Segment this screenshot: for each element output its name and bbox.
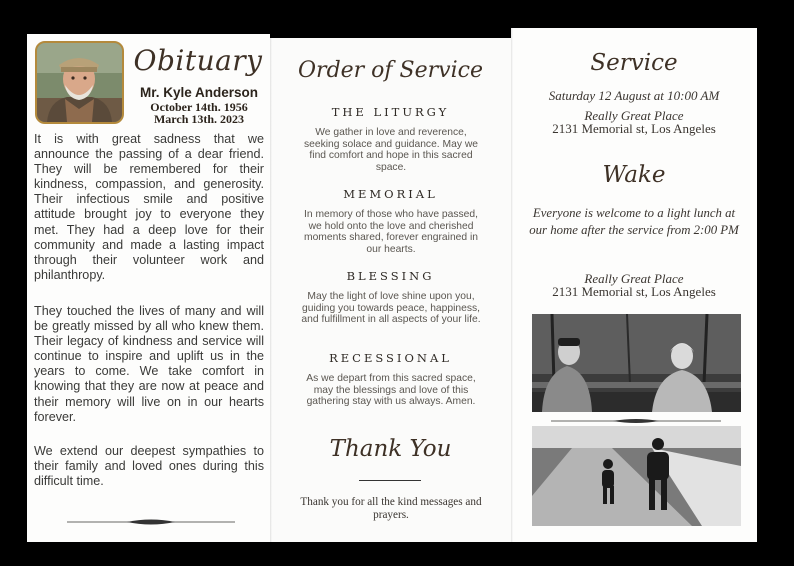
thank-you-heading: Thank You <box>329 436 452 462</box>
wake-venue: Really Great Place <box>584 271 684 286</box>
couple-bench-photo <box>532 314 741 412</box>
wake-text: Everyone is welcome to a light lunch at our home after the service from 2:00 PM <box>529 206 739 237</box>
section-text-blessing: May the light of love shine upon you, guiding you towards peace, happiness, and fulfillment in all aspects of your life. <box>301 291 481 326</box>
service-datetime: Saturday 12 August at 10:00 AM <box>548 88 720 103</box>
service-venue: Really Great Place <box>584 108 684 123</box>
trifold-brochure <box>27 28 757 542</box>
section-heading-blessing: BLESSING <box>346 269 435 283</box>
section-heading-liturgy: THE LITURGY <box>331 105 450 119</box>
obituary-paragraph-3: We extend our deepest sympathies to their family and loved ones during this difficult time. <box>34 444 264 489</box>
ornament-divider-icon <box>67 518 235 526</box>
service-panel <box>511 28 757 542</box>
order-of-service-title: Order of Service <box>298 58 483 83</box>
order-of-service-panel <box>270 38 511 542</box>
portrait-photo <box>35 41 124 124</box>
thank-you-rule <box>359 480 421 481</box>
obituary-title: Obituary <box>133 44 263 77</box>
birth-date: October 14th. 1956 <box>150 100 248 114</box>
section-text-liturgy: We gather in love and reverence, seeking solace and guidance. May we find comfort and hope in this sacred space. <box>303 127 478 173</box>
service-address: 2131 Memorial st, Los Angeles <box>552 121 716 136</box>
service-title: Service <box>590 50 678 76</box>
obituary-panel <box>27 34 270 542</box>
section-heading-recessional: RECESSIONAL <box>329 351 452 365</box>
obituary-paragraph-1: It is with great sadness that we announce the passing of a dear friend. They will be remembered for their kindness, compassion, and generosity. Their infectious smile and positive attitude brought joy to everyone they met. They had a deep love for their community and made a lasting impact through their volunteer work and philanthropy. <box>34 132 264 282</box>
section-heading-memorial: MEMORIAL <box>343 187 438 201</box>
death-date: March 13th. 2023 <box>153 112 245 126</box>
wake-title: Wake <box>602 162 666 188</box>
walking-path-photo <box>532 426 741 526</box>
obituary-paragraph-2: They touched the lives of many and will be greatly missed by all who knew them. Their legacy of kindness and service will continue to inspire and uplift us in the years to come. We take comfort in knowing that they are now at peace and their memory will live on in our hearts forever. <box>34 304 264 424</box>
deceased-name: Mr. Kyle Anderson <box>139 85 259 100</box>
section-text-recessional: As we depart from this sacred space, may the blessings and love of this gathering stay with us always. Amen. <box>306 373 476 408</box>
thank-you-message: Thank you for all the kind messages and prayers. <box>300 496 482 521</box>
wake-address: 2131 Memorial st, Los Angeles <box>552 284 716 299</box>
section-text-memorial: In memory of those who have passed, we hold onto the love and cherished moments shared, forever engrained in our hearts. <box>304 209 478 255</box>
ornament-divider-icon <box>551 418 721 424</box>
